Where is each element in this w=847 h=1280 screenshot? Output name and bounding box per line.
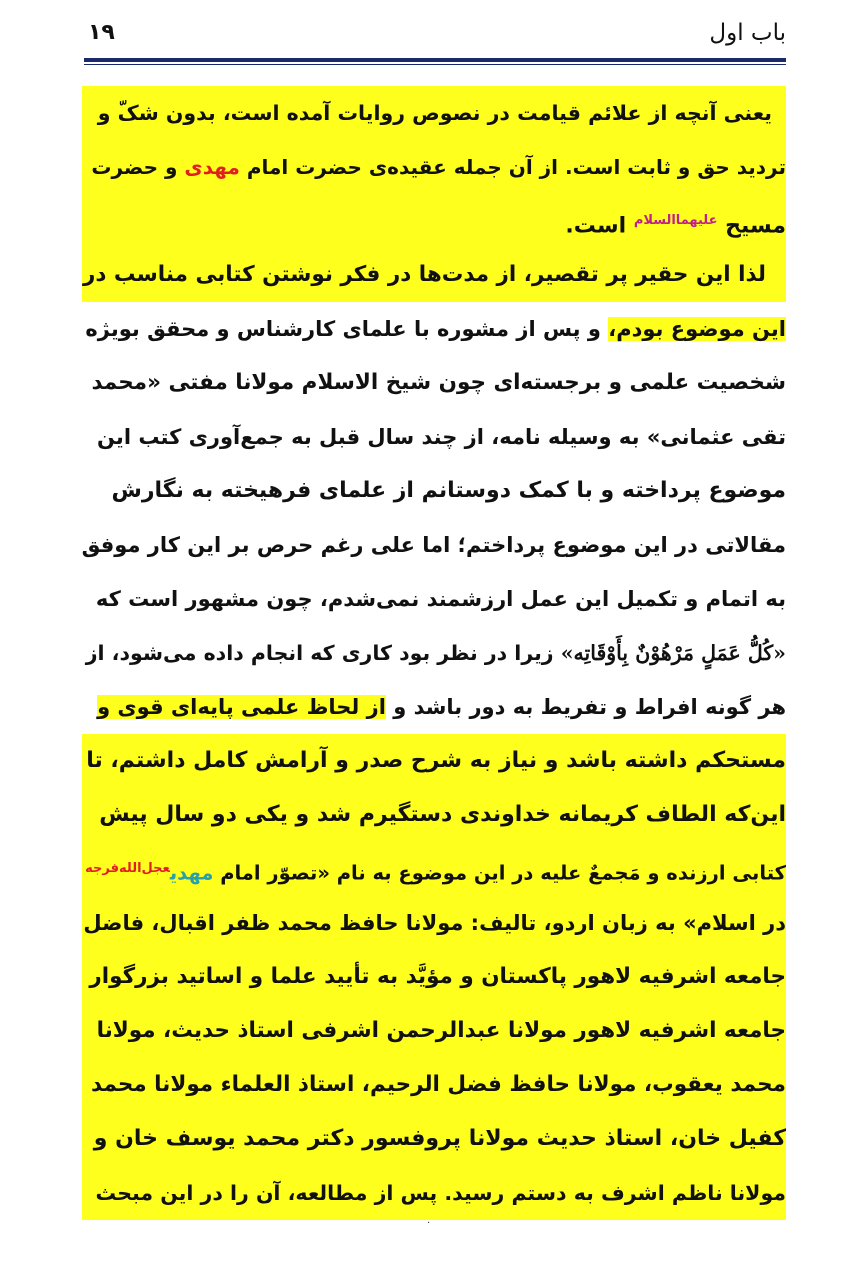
- text-line: مسیح $^{علیهما‌السلام}$ است.: [565, 213, 786, 239]
- arabic-quote: «كُلُّ عَمَلٍ مَرْهُوْنٌ بِأَوْقَاتِه»: [560, 641, 786, 665]
- text-line: لذا این حقیر پر تقصیر، از مدت‌ها در فکر نوشتن کتابی مناسب در: [83, 262, 766, 287]
- text-line: در اسلام» به زبان اردو، تالیف: مولانا حافظ محمد ظفر اقبال، فاضل: [83, 911, 786, 935]
- text-line: مستحکم داشته باشد و نیاز به شرح صدر و آرامش کامل داشتم، تا: [86, 748, 786, 773]
- page-number: ۱۹: [88, 20, 115, 45]
- text-line: کفیل خان، استاذ حدیث مولانا پروفسور دکتر محمد یوسف خان و: [93, 1126, 786, 1151]
- text-line: محمد یعقوب، مولانا حافظ فضل الرحیم، استاذ العلماء مولانا محمد: [91, 1072, 786, 1097]
- page-header: [88, 18, 786, 58]
- text-line: موضوع پرداخته و با کمک دوستانم از علمای فرهیخته به نگارش: [111, 478, 786, 503]
- chapter-title: باب اول: [709, 20, 786, 46]
- text-line: مولانا ناظم اشرف به دستم رسید. پس از مطالعه، آن را در این مبحث: [95, 1181, 786, 1205]
- text-line: تردید حق و ثابت است. از آن جمله عقیده‌ی حضرت امام مهدی و حضرت: [91, 155, 786, 179]
- text-line: یعنی آنچه از علائم قیامت در نصوص روایات آمده است، بدون شکّ و: [97, 101, 772, 125]
- honorific-glyph: عجل‌الله‌فرجه: [85, 861, 170, 876]
- text-line: جامعه اشرفیه لاهور پاکستان و مؤیَّد به تأیید علما و اساتید بزرگوار: [89, 964, 786, 989]
- text-line: این‌که الطاف کریمانه خداوندی دستگیرم شد و یکی دو سال پیش: [99, 802, 786, 827]
- mahdi-name: مهدی: [184, 155, 240, 179]
- text-line: مقالاتی در این موضوع پرداختم؛ اما علی رغم حرص بر این کار موفق: [81, 533, 786, 557]
- text-line: شخصیت علمی و برجسته‌ای چون شیخ الاسلام مولانا مفتی «محمد: [91, 370, 786, 395]
- header-rule: [84, 58, 786, 62]
- text-line: تقی عثمانی» به وسیله نامه، از چند سال قبل به جمع‌آوری کتب این: [97, 425, 786, 449]
- mahdi-name: مهدی: [169, 861, 214, 885]
- text-line: کتابی ارزنده و مَجمعٌ علیه در این موضوع به نام «تصوّر امام مهدی$^{عجل‌الله‌فرجه}$: [85, 861, 786, 885]
- honorific-glyph: علیهما‌السلام: [633, 213, 718, 228]
- text-line: هر گونه افراط و تفریط به دور باشد و از لحاظ علمی پایه‌ای قوی و: [97, 695, 786, 719]
- text-line: «كُلُّ عَمَلٍ مَرْهُوْنٌ بِأَوْقَاتِه» زیرا در نظر بود کاری که انجام داده می‌شود، از: [85, 641, 786, 665]
- text-line: جامعه اشرفیه لاهور مولانا عبدالرحمن اشرفی استاذ حدیث، مولانا: [96, 1018, 786, 1043]
- text-line: به اتمام و تکمیل این عمل ارزشمند نمی‌شدم، چون مشهور است که: [95, 587, 786, 611]
- scan-mark: ·: [427, 1218, 431, 1229]
- header-rule-thin: [84, 64, 786, 65]
- text-line: این موضوع بودم، و پس از مشوره با علمای کارشناس و محقق بویژه: [85, 317, 786, 341]
